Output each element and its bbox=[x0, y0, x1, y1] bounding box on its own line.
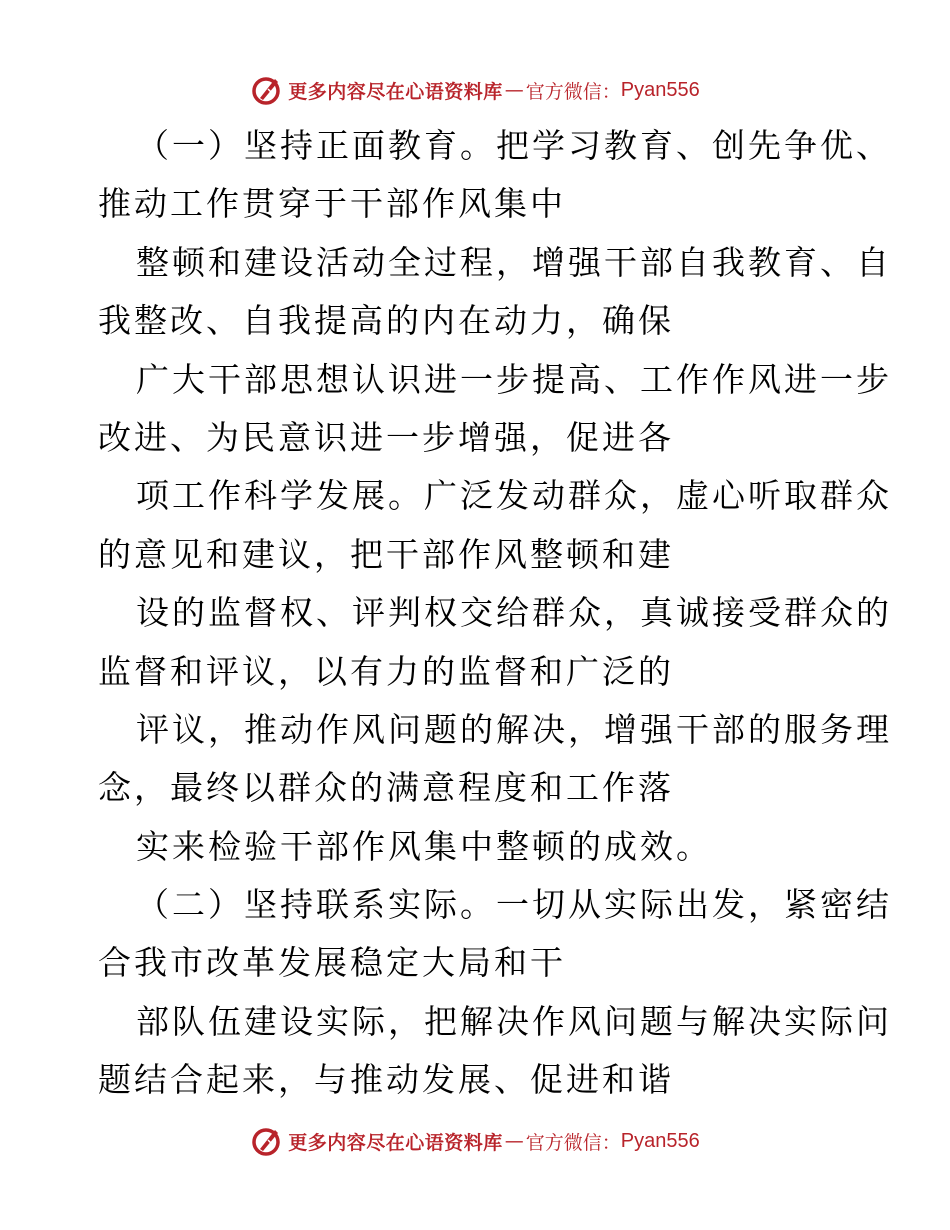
text-line: 我整改、自我提高的内在动力，确保 bbox=[98, 301, 674, 341]
text-line: 部队伍建设实际，把解决作风问题与解决实际问 bbox=[136, 1001, 892, 1041]
text-line: 念，最终以群众的满意程度和工作落 bbox=[98, 768, 674, 808]
text-line: （二）坚持联系实际。一切从实际出发，紧密结 bbox=[136, 885, 892, 925]
text-line: 的意见和建议，把干部作风整顿和建 bbox=[98, 534, 674, 574]
watermark-separator: — bbox=[504, 79, 524, 101]
watermark-account: Pyan556 bbox=[620, 78, 700, 101]
quill-circle-logo-icon bbox=[250, 1124, 284, 1158]
text-line: 整顿和建设活动全过程，增强干部自我教育、自 bbox=[136, 242, 892, 282]
document-body bbox=[98, 117, 892, 1110]
text-line: 设的监督权、评判权交给群众，真诚接受群众的 bbox=[136, 593, 892, 633]
watermark-account: Pyan556 bbox=[620, 1129, 700, 1152]
text-line: 改进、为民意识进一步增强，促进各 bbox=[98, 417, 674, 457]
text-line: 实来检验干部作风集中整顿的成效。 bbox=[136, 826, 712, 866]
header-watermark bbox=[0, 70, 950, 110]
text-line: 推动工作贯穿于干部作风集中 bbox=[98, 184, 566, 224]
text-line: 题结合起来，与推动发展、促进和谐 bbox=[98, 1060, 674, 1100]
text-line: （一）坚持正面教育。把学习教育、创先争优、 bbox=[136, 126, 892, 165]
text-line: 合我市改革发展稳定大局和干 bbox=[98, 943, 566, 983]
text-line: 评议，推动作风问题的解决，增强干部的服务理 bbox=[136, 709, 892, 749]
text-line: 广大干部思想认识进一步提高、工作作风进一步 bbox=[136, 359, 892, 399]
text-line: 项工作科学发展。广泛发动群众，虚心听取群众 bbox=[136, 476, 892, 516]
footer-watermark bbox=[0, 1121, 950, 1161]
watermark-main-text: 更多内容尽在心语资料库 bbox=[288, 1131, 503, 1154]
text-line: 监督和评议，以有力的监督和广泛的 bbox=[98, 651, 674, 691]
quill-circle-logo-icon bbox=[250, 73, 284, 107]
watermark-main-text: 更多内容尽在心语资料库 bbox=[288, 80, 503, 103]
watermark-separator: — bbox=[504, 1130, 524, 1152]
watermark-sub-text: 官方微信： bbox=[525, 1131, 621, 1154]
watermark-sub-text: 官方微信： bbox=[525, 80, 621, 103]
